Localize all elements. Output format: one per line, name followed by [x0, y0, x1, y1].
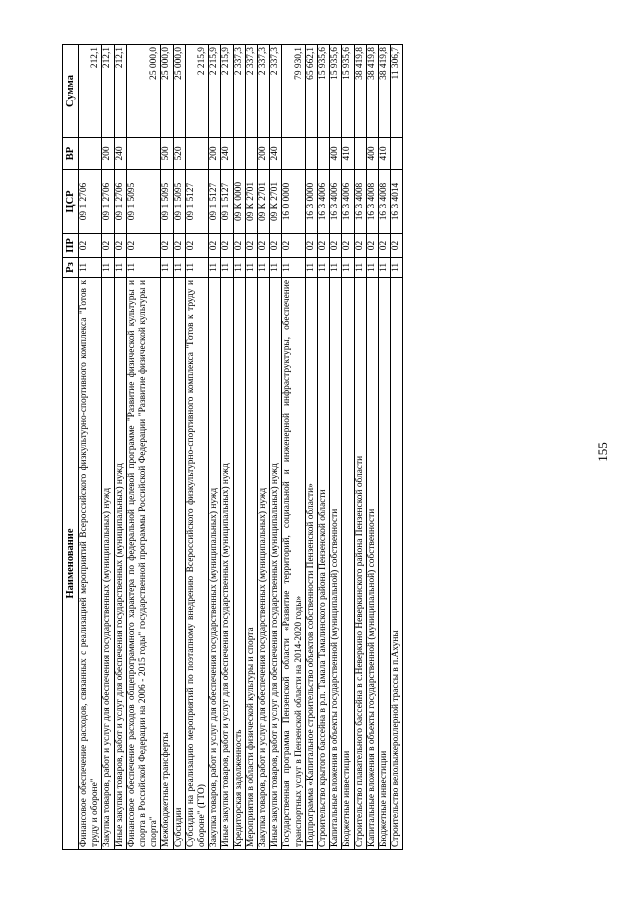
- cell-pr: 02: [342, 234, 354, 258]
- cell-pr: 02: [391, 234, 403, 258]
- cell-name: Иные закупки товаров, работ и услуг для обеспечения государственных (муниципальных) нужд: [114, 278, 126, 850]
- table-row: [366, 45, 378, 850]
- cell-name: Подпрограмма «Капитальное строительство объектов собственности Пензенской области»: [305, 278, 317, 850]
- cell-name: Межбюджетные трансферты: [161, 278, 173, 850]
- table-row: [342, 45, 354, 850]
- cell-name: Финансовое обеспечение расходов общепрограммного характера по федеральной целевой программе "Развитие физической культуры и спорта в Российской Федерации на 2006 - 2015 годы" государственной программы Российской Федерации "Развитие физической культуры и спорта": [126, 278, 161, 850]
- cell-name: Мероприятия в области физической культуры и спорта: [245, 278, 257, 850]
- cell-csr: 16 3 4008: [379, 170, 391, 234]
- header-rz: Рз: [63, 258, 79, 278]
- cell-rz: 11: [282, 258, 305, 278]
- cell-vr: 240: [270, 138, 282, 170]
- cell-csr: 16 3 4008: [366, 170, 378, 234]
- cell-rz: 11: [221, 258, 233, 278]
- table-header-row: [63, 45, 79, 850]
- cell-rz: 11: [102, 258, 114, 278]
- cell-name: Строительство велолыжероллерной трассы в п.Ахуны: [391, 278, 403, 850]
- cell-pr: 02: [79, 234, 102, 258]
- cell-sum: 15 935,6: [330, 45, 342, 138]
- cell-sum: 2 337,3: [258, 45, 270, 138]
- header-vr: ВР: [63, 138, 79, 170]
- cell-rz: 11: [185, 258, 208, 278]
- header-sum: Сумма: [63, 45, 79, 138]
- cell-name: Кредиторская задолженность: [233, 278, 245, 850]
- cell-csr: 09 1 5127: [185, 170, 208, 234]
- table-row: [209, 45, 221, 850]
- cell-pr: 02: [233, 234, 245, 258]
- cell-csr: 09 К 2701: [258, 170, 270, 234]
- cell-pr: 02: [221, 234, 233, 258]
- cell-pr: 02: [318, 234, 330, 258]
- table-row: [114, 45, 126, 850]
- cell-rz: 11: [126, 258, 161, 278]
- cell-rz: 11: [233, 258, 245, 278]
- cell-sum: 2 215,9: [221, 45, 233, 138]
- cell-pr: 02: [209, 234, 221, 258]
- cell-csr: 16 3 4006: [342, 170, 354, 234]
- cell-pr: 02: [173, 234, 185, 258]
- cell-rz: 11: [379, 258, 391, 278]
- table-row: [185, 45, 208, 850]
- cell-vr: 410: [342, 138, 354, 170]
- cell-rz: 11: [209, 258, 221, 278]
- cell-vr: [126, 138, 161, 170]
- cell-name: Бюджетные инвестиции: [379, 278, 391, 850]
- cell-csr: 16 3 4008: [354, 170, 366, 234]
- cell-name: Закупка товаров, работ и услуг для обеспечения государственных (муниципальных) нужд: [102, 278, 114, 850]
- cell-vr: [282, 138, 305, 170]
- table-row: [270, 45, 282, 850]
- cell-pr: 02: [258, 234, 270, 258]
- cell-sum: 2 215,9: [185, 45, 208, 138]
- cell-csr: 09 1 5127: [221, 170, 233, 234]
- cell-vr: [318, 138, 330, 170]
- cell-vr: 200: [258, 138, 270, 170]
- cell-pr: 02: [161, 234, 173, 258]
- table-row: [305, 45, 317, 850]
- cell-pr: 02: [270, 234, 282, 258]
- table-row: [354, 45, 366, 850]
- cell-pr: 02: [282, 234, 305, 258]
- table-row: [161, 45, 173, 850]
- cell-sum: 212,1: [79, 45, 102, 138]
- cell-sum: 38 419,8: [366, 45, 378, 138]
- cell-rz: 11: [366, 258, 378, 278]
- cell-pr: 02: [126, 234, 161, 258]
- cell-name: Субсидии на реализацию мероприятий по поэтапному внедрению Всероссийского физкультурно-спортивного комплекса "Готов к труду и обороне" (ГТО): [185, 278, 208, 850]
- cell-csr: 09 К 2701: [245, 170, 257, 234]
- cell-pr: 02: [366, 234, 378, 258]
- cell-name: Капитальные вложения в объекты государственной (муниципальной) собственности: [366, 278, 378, 850]
- table-row: [221, 45, 233, 850]
- cell-name: Государственная программа Пензенской области «Развитие территорий, социальной и инженерной инфраструктуры, обеспечение транспортных услуг в Пензенской области на 2014-2020 годы»: [282, 278, 305, 850]
- cell-csr: 16 0 0000: [282, 170, 305, 234]
- table-row: [233, 45, 245, 850]
- cell-sum: 25 000,0: [126, 45, 161, 138]
- cell-pr: 02: [379, 234, 391, 258]
- cell-rz: 11: [391, 258, 403, 278]
- header-pr: ПР: [63, 234, 79, 258]
- cell-csr: 09 1 2706: [102, 170, 114, 234]
- table-row: [318, 45, 330, 850]
- cell-vr: 200: [102, 138, 114, 170]
- cell-csr: 09 1 2706: [114, 170, 126, 234]
- cell-vr: [354, 138, 366, 170]
- cell-vr: [305, 138, 317, 170]
- cell-sum: 2 337,3: [270, 45, 282, 138]
- cell-name: Финансовое обеспечение расходов, связанных с реализацией мероприятий Всероссийского физкультурно-спортивного комплекса "Готов к труду и обороне": [79, 278, 102, 850]
- table-body: [79, 45, 403, 850]
- cell-name: Строительство крытого бассейна в р.п. Тамала Тамалинского района Пензенской области: [318, 278, 330, 850]
- cell-vr: 400: [330, 138, 342, 170]
- cell-rz: 11: [114, 258, 126, 278]
- cell-vr: [245, 138, 257, 170]
- cell-sum: 11 306,7: [391, 45, 403, 138]
- cell-name: Иные закупки товаров, работ и услуг для обеспечения государственных (муниципальных) нужд: [221, 278, 233, 850]
- cell-csr: 09 1 5095: [161, 170, 173, 234]
- cell-csr: 16 3 0000: [305, 170, 317, 234]
- cell-name: Закупка товаров, работ и услуг для обеспечения государственных (муниципальных) нужд: [209, 278, 221, 850]
- table-row: [245, 45, 257, 850]
- table-row: [282, 45, 305, 850]
- table-row: [330, 45, 342, 850]
- cell-vr: 240: [114, 138, 126, 170]
- cell-vr: [233, 138, 245, 170]
- cell-vr: 240: [221, 138, 233, 170]
- header-name: Наименование: [63, 278, 79, 850]
- cell-sum: 15 935,6: [342, 45, 354, 138]
- cell-csr: 09 1 2706: [79, 170, 102, 234]
- cell-pr: 02: [354, 234, 366, 258]
- table-row: [102, 45, 114, 850]
- table-row: [258, 45, 270, 850]
- cell-rz: 11: [173, 258, 185, 278]
- page-number: 155: [595, 442, 610, 462]
- cell-vr: 410: [379, 138, 391, 170]
- cell-name: Закупка товаров, работ и услуг для обеспечения государственных (муниципальных) нужд: [258, 278, 270, 850]
- cell-rz: 11: [258, 258, 270, 278]
- cell-csr: 16 3 4014: [391, 170, 403, 234]
- header-csr: ЦСР: [63, 170, 79, 234]
- cell-sum: 2 337,3: [233, 45, 245, 138]
- cell-name: Иные закупки товаров, работ и услуг для обеспечения государственных (муниципальных) нужд: [270, 278, 282, 850]
- cell-sum: 2 337,3: [245, 45, 257, 138]
- cell-csr: 09 К 0000: [233, 170, 245, 234]
- table-row: [126, 45, 161, 850]
- cell-name: Бюджетные инвестиции: [342, 278, 354, 850]
- cell-sum: 25 000,0: [173, 45, 185, 138]
- cell-csr: 09 К 2701: [270, 170, 282, 234]
- cell-sum: 212,1: [114, 45, 126, 138]
- cell-csr: 16 3 4006: [318, 170, 330, 234]
- table-row: [391, 45, 403, 850]
- cell-pr: 02: [305, 234, 317, 258]
- cell-name: Субсидии: [173, 278, 185, 850]
- cell-sum: 25 000,0: [161, 45, 173, 138]
- cell-rz: 11: [330, 258, 342, 278]
- cell-pr: 02: [114, 234, 126, 258]
- cell-vr: 400: [366, 138, 378, 170]
- cell-rz: 11: [79, 258, 102, 278]
- budget-table: [62, 44, 403, 850]
- cell-vr: 520: [173, 138, 185, 170]
- cell-rz: 11: [342, 258, 354, 278]
- table-row: [79, 45, 102, 850]
- cell-sum: 15 935,6: [318, 45, 330, 138]
- cell-pr: 02: [245, 234, 257, 258]
- cell-csr: 16 3 4006: [330, 170, 342, 234]
- cell-rz: 11: [354, 258, 366, 278]
- cell-csr: 09 1 5127: [209, 170, 221, 234]
- cell-csr: 09 1 5095: [173, 170, 185, 234]
- cell-sum: 38 419,8: [354, 45, 366, 138]
- cell-pr: 02: [102, 234, 114, 258]
- cell-vr: 200: [209, 138, 221, 170]
- cell-name: Капитальные вложения в объекты государственной (муниципальной) собственности: [330, 278, 342, 850]
- cell-vr: [185, 138, 208, 170]
- cell-rz: 11: [245, 258, 257, 278]
- cell-rz: 11: [270, 258, 282, 278]
- cell-sum: 212,1: [102, 45, 114, 138]
- cell-rz: 11: [305, 258, 317, 278]
- cell-name: Строительство плавательного бассейна в с.Неверкино Неверкинского района Пензенской области: [354, 278, 366, 850]
- cell-vr: 500: [161, 138, 173, 170]
- budget-table-rotated: [62, 45, 582, 850]
- cell-rz: 11: [318, 258, 330, 278]
- cell-pr: 02: [330, 234, 342, 258]
- cell-pr: 02: [185, 234, 208, 258]
- cell-sum: 38 419,8: [379, 45, 391, 138]
- cell-sum: 65 662,1: [305, 45, 317, 138]
- cell-csr: 09 1 5095: [126, 170, 161, 234]
- cell-sum: 2 215,9: [209, 45, 221, 138]
- cell-rz: 11: [161, 258, 173, 278]
- cell-vr: [79, 138, 102, 170]
- cell-vr: [391, 138, 403, 170]
- cell-sum: 79 930,1: [282, 45, 305, 138]
- table-row: [173, 45, 185, 850]
- table-row: [379, 45, 391, 850]
